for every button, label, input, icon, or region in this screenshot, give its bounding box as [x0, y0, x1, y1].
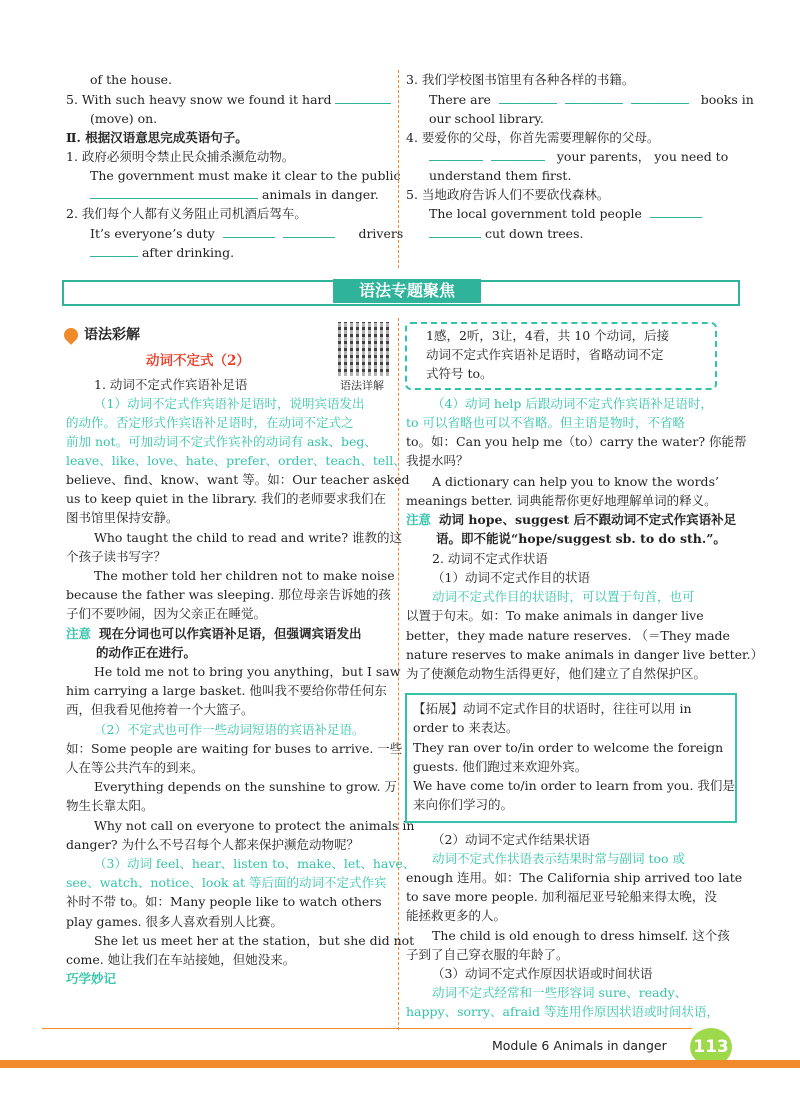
example-text: believe、find、know、want 等。如：Our teacher asked — [66, 472, 410, 487]
example-text: to save more people. 加利福尼亚号轮船来得太晚，没 — [406, 889, 717, 904]
mnemonic-text: 1感，2听，3让，4看，共 10 个动词，后接 — [426, 328, 670, 343]
subheading: 1. 动词不定式作宾语补足语 — [94, 377, 248, 392]
rule-text: 动词不定式作状语表示结果时常与副词 too 或 — [432, 851, 686, 866]
example-text: 子们不要吵闹，因为父亲正在睡觉。 — [66, 606, 267, 621]
note-line: 注意 动词 hope、suggest 后不跟动词不定式作宾语补足 — [406, 512, 737, 527]
answer-blank[interactable] — [650, 205, 702, 218]
topic-title: 动词不定式（2） — [146, 353, 250, 369]
example-text: us to keep quiet in the library. 我们的老师要求我们在 — [66, 491, 386, 506]
example-text: 个孩子读书写字？ — [66, 549, 167, 564]
example-text: 以置于句末。如：To make animals in danger live — [406, 608, 704, 623]
example-text: He told me not to bring you anything，but I saw — [94, 664, 401, 679]
section-heading: Ⅱ. 根据汉语意思完成英语句子。 — [66, 130, 248, 145]
text-line: The government must make it clear to the public — [90, 168, 401, 183]
answer-blank[interactable] — [499, 91, 557, 104]
footer-bar — [0, 1060, 800, 1068]
extension-text: 【拓展】动词不定式作目的状语时，往往可以用 in — [413, 701, 692, 716]
text-line: It’s everyone’s duty drivers — [90, 226, 404, 241]
note-text: 语。即不能说“hope/suggest sb. to do sth.”。 — [436, 531, 726, 546]
text-line: our school library. — [429, 111, 544, 126]
example-text: nature reserves to make animals in danger live better.） — [406, 647, 764, 662]
extension-text: guests. 他们跑过来欢迎外宾。 — [413, 759, 588, 774]
answer-blank[interactable] — [335, 91, 391, 104]
example-text: A dictionary can help you to know the words’ — [432, 474, 719, 489]
question-5-right: 5. 当地政府告诉人们不要砍伐森林。 — [406, 187, 610, 202]
text-line: animals in danger. — [90, 185, 379, 204]
question-1: 1. 政府必须明令禁止民众捕杀濒危动物。 — [66, 149, 295, 164]
text-line: of the house. — [90, 72, 172, 87]
answer-blank[interactable] — [223, 225, 275, 238]
note-label: 注意 — [406, 512, 432, 527]
rule-text: （4）动词 help 后跟动词不定式作宾语补足语时， — [432, 396, 713, 411]
answer-blank[interactable] — [283, 225, 335, 238]
question-5: 5. With such heavy snow we found it hard — [66, 90, 391, 109]
example-text: meanings better. 词典能帮你更好地理解单词的释义。 — [406, 493, 717, 508]
rule-text: （2）不定式也可作一些动词短语的宾语补足语。 — [94, 722, 365, 737]
question-4: 4. 要爱你的父母，你首先需要理解你的父母。 — [406, 130, 660, 145]
example-text: enough 连用。如：The California ship arrived too late — [406, 870, 743, 885]
example-text: play games. 很多人喜欢看别人比赛。 — [66, 914, 284, 929]
extension-text: We have come to/in order to learn from you. 我们是 — [413, 778, 735, 793]
rule-text: see、watch、notice、look at 等后面的动词不定式作宾 — [66, 875, 387, 890]
question-2: 2. 我们每个人都有义务阻止司机酒后驾车。 — [66, 206, 307, 221]
text-line: understand them first. — [429, 168, 572, 183]
example-text: him carrying a large basket. 他叫我不要给你带任何东 — [66, 683, 387, 698]
example-text: 人在等公共汽车的到来。 — [66, 760, 204, 775]
example-text: Why not call on everyone to protect the animals in — [94, 818, 415, 833]
subheading: 2. 动词不定式作状语 — [432, 551, 548, 566]
answer-blank[interactable] — [429, 148, 483, 161]
example-text: Who taught the child to read and write? 谁教的这 — [94, 530, 403, 545]
example-text: come. 她让我们在车站接她，但她没来。 — [66, 952, 296, 967]
qr-label: 语法详解 — [340, 379, 384, 392]
rule-text: leave、like、love、hate、prefer、order、teach、tell、 — [66, 453, 406, 468]
text-line: The local government told people — [429, 204, 702, 223]
mnemonic-text: 式符号 to。 — [426, 366, 493, 381]
text-line: There are books in — [429, 92, 754, 107]
example-text: 西，但我看见他挎着一个大篮子。 — [66, 702, 254, 717]
answer-blank[interactable] — [90, 244, 138, 257]
example-text: 能拯救更多的人。 — [406, 908, 507, 923]
example-text: to。如：Can you help me（to）carry the water? 你能帮 — [406, 434, 747, 449]
answer-blank[interactable] — [429, 225, 481, 238]
rule-text: （3）动词 feel、hear、listen to、make、let、have、 — [94, 856, 416, 871]
qr-code-icon[interactable] — [338, 322, 392, 376]
example-text: She let us meet her at the station，but she did not — [94, 933, 415, 948]
rule-text: to 可以省略也可以不省略。但主语是物时，不省略 — [406, 415, 686, 430]
question-3: 3. 我们学校图书馆里有各种各样的书籍。 — [406, 72, 635, 87]
example-text: 图书馆里保持安静。 — [66, 510, 179, 525]
note-label: 注意 — [66, 626, 92, 641]
text-line: after drinking. — [90, 243, 234, 262]
rule-text: 前加 not。可加动词不定式作宾补的动词有 ask、beg、 — [66, 434, 377, 449]
mnemonic-text: 动词不定式作宾语补足语时，省略动词不定 — [426, 347, 664, 362]
rule-text: （1）动词不定式作宾语补足语时，说明宾语发出 — [94, 396, 365, 411]
answer-blank[interactable] — [491, 148, 545, 161]
example-text: danger? 为什么不号召每个人都来保护濒危动物呢？ — [66, 837, 360, 852]
section-title: 语法彩解 — [84, 327, 140, 343]
extension-text: order to 来表达。 — [413, 720, 519, 735]
example-text: 我提水吗？ — [406, 453, 469, 468]
note-line: 注意 现在分词也可以作宾语补足语，但强调宾语发出 — [66, 626, 362, 641]
footer-rule — [42, 1028, 692, 1029]
example-text: The mother told her children not to make noise — [94, 568, 395, 583]
example-text: 子到了自己穿衣服的年龄了。 — [406, 947, 569, 962]
rule-text: 的动作。否定形式作宾语补足语时，在动词不定式之 — [66, 415, 354, 430]
subheading: （1）动词不定式作目的状语 — [432, 570, 590, 585]
example-text: better，they made nature reserves. （＝They made — [406, 628, 730, 643]
example-text: 如：Some people are waiting for buses to arrive. 一些 — [66, 741, 403, 756]
subheading: （2）动词不定式作结果状语 — [432, 832, 590, 847]
answer-blank[interactable] — [631, 91, 689, 104]
example-text: Everything depends on the sunshine to grow. 万 — [94, 779, 398, 794]
answer-blank[interactable] — [90, 186, 258, 199]
text-line: your parents， you need to — [429, 147, 728, 166]
example-text: The child is old enough to dress himself. 这个孩 — [432, 928, 730, 943]
example-text: 补时不带 to。如：Many people like to watch others — [66, 894, 382, 909]
banner-title: 语法专题聚焦 — [333, 279, 481, 303]
rule-text: 动词不定式作目的状语时，可以置于句首，也可 — [432, 589, 695, 604]
extension-text: 来向你们学习的。 — [413, 797, 514, 812]
rule-text: happy、sorry、afraid 等连用作原因状语或时间状语， — [406, 1004, 720, 1019]
example-text: 为了使濒危动物生活得更好，他们建立了自然保护区。 — [406, 666, 707, 681]
subheading: （3）动词不定式作原因状语或时间状语 — [432, 966, 653, 981]
page-number: 113 — [690, 1028, 732, 1066]
map-pin-icon — [61, 325, 81, 345]
answer-blank[interactable] — [565, 91, 623, 104]
extension-text: They ran over to/in order to welcome the foreign — [413, 740, 724, 755]
example-text: 物生长靠太阳。 — [66, 798, 154, 813]
example-text: because the father was sleeping. 那位母亲告诉她的孩 — [66, 587, 391, 602]
module-label: Module 6 Animals in danger — [492, 1038, 667, 1053]
note-text: 的动作正在进行。 — [96, 645, 197, 660]
text-line: (move) on. — [90, 111, 158, 126]
mnemonic-label: 巧学妙记 — [66, 971, 117, 986]
text-line: cut down trees. — [429, 224, 583, 243]
rule-text: 动词不定式经常和一些形容词 sure、ready、 — [432, 985, 688, 1000]
